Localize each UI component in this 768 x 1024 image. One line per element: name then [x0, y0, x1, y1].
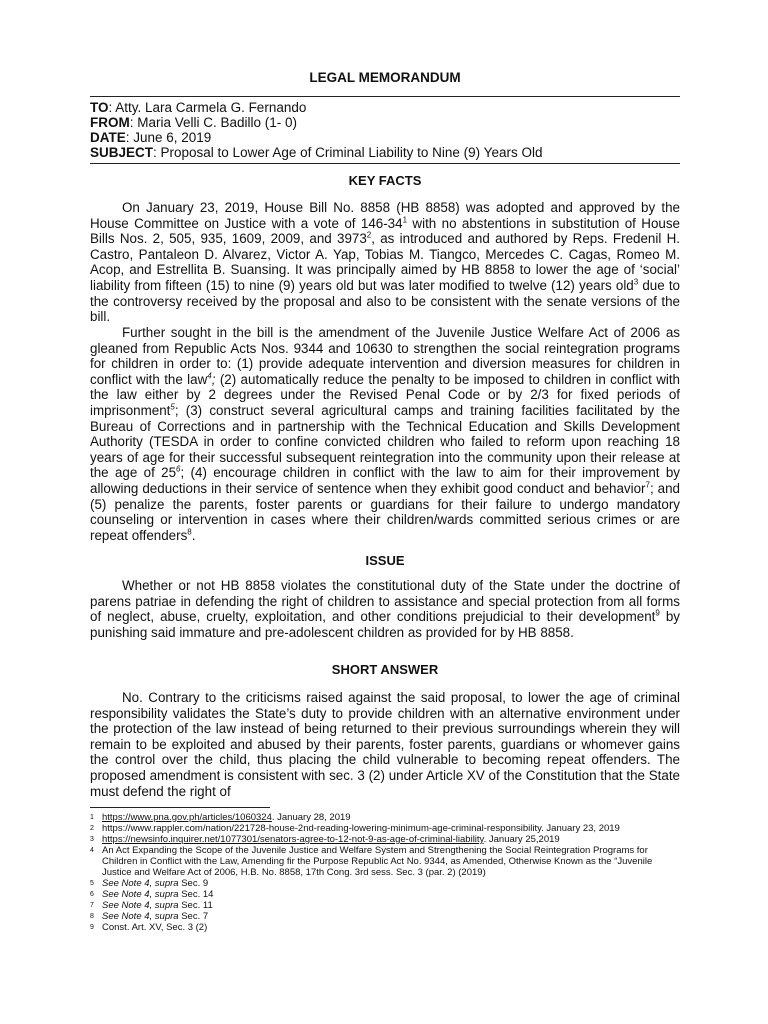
footnote-4: 4 An Act Expanding the Scope of the Juvenile Justice and Welfare System and Strengthening the Social Reintegration Programs for Children in Conflict with the Law, Amending fir the Purpose Republic Act No. 9344, as Amended, Otherwise Known as the “Juvenile Justice and Welfare Act of 2006, H.B. No. 8858, 17th Cong. 3rd sess. Sec. 3 (par. 2) (2019): [90, 845, 653, 878]
memo-header: [90, 100, 680, 160]
footnote-3-link[interactable]: https://newsinfo.inquirer.net/1077301/senators-agree-to-12-not-9-as-age-of-criminal-liability: [102, 834, 484, 845]
footnote-separator: [90, 807, 270, 808]
footnote-9: 9 Const. Art. XV, Sec. 3 (2): [90, 922, 208, 933]
memo-title: LEGAL MEMORANDUM: [309, 70, 461, 85]
footnote-8: 8 See Note 4, supra Sec. 7: [90, 911, 209, 922]
subject-line: SUBJECT: Proposal to Lower Age of Criminal Liability to Nine (9) Years Old: [90, 145, 543, 160]
issue-paragraph: Whether or not HB 8858 violates the constitutional duty of the State under the doctrine of parens patriae in defending the right of children to assistance and special protection from all forms of neglect, abuse, cruelty, exploitation, and other conditions prejudicial to their development$^9$ by punishing said immature and pre-adolescent children as provided for by HB 8858.: [90, 578, 680, 640]
date-line: DATE: June 6, 2019: [90, 130, 212, 145]
short-answer-heading: SHORT ANSWER: [331, 662, 439, 677]
short-answer-paragraph: No. Contrary to the criticisms raised against the said proposal, to lower the age of criminal responsibility validates the State’s duty to provide children with an alternative environment under the protection of the law instead of being returned to their previous surroundings wherein they will remain to be exploited and abused by their parents, foster parents, guardians or whomever gains the control over the child, thus placing the child vulnerable to becoming repeat offenders. The proposed amendment is consistent with sec. 3 (2) under Article XV of the Constitution that the State must defend the right of: [90, 690, 680, 799]
footnote-2: 2 https://www.rappler.com/nation/221728-house-2nd-reading-lowering-minimum-age-criminal-responsibility. January 23, 2019: [90, 823, 620, 834]
footnotes: [90, 812, 680, 933]
header-top-rule: [90, 96, 680, 97]
footnote-7: 7 See Note 4, supra Sec. 11: [90, 900, 213, 911]
issue-heading: ISSUE: [365, 553, 405, 568]
from-line: FROM: Maria Velli C. Badillo (1- 0): [90, 115, 298, 130]
header-bottom-rule: [90, 163, 680, 164]
footnote-3: 3 https://newsinfo.inquirer.net/1077301/senators-agree-to-12-not-9-as-age-of-criminal-liability. January 25,2019: [90, 834, 560, 845]
footnote-6: 6 See Note 4, supra Sec. 14: [90, 889, 214, 900]
key-facts-paragraph-2: Further sought in the bill is the amendment of the Juvenile Justice Welfare Act of 2006 as gleaned from Republic Acts Nos. 9344 and 10630 to strengthen the social reintegration programs for children in order to: (1) provide adequate intervention and diversion measures for children in conflict with the law$^4$; (2) automatically reduce the penalty to be imposed to children in conflict with the law either by 2 degrees under the Revised Penal Code or by 2/3 for fixed periods of imprisonment$^5$; (3) construct several agricultural camps and training facilities facilitated by the Bureau of Corrections and in partnership with the Technical Education and Skills Development Authority (TESDA in order to confine convicted children who failed to reform upon reaching 18 years of age for their successful subsequent reintegration into the community upon their release at the age of $25^6$; (4) encourage children in conflict with the law to aim for their improvement by allowing deductions in their service of sentence when they exhibit good conduct and behavior$^7$; and (5) penalize the parents, foster parents or guardians for their failure to undergo mandatory counseling or intervention in cases where their children/wards committed serious crimes or are repeat offenders$^8$.: [90, 325, 681, 543]
footnote-5: 5 See Note 4, supra Sec. 9: [90, 878, 209, 889]
footnote-1: 1 https://www.pna.gov.ph/articles/1060324. January 28, 2019: [90, 812, 351, 823]
key-facts-paragraph-1: On January 23, 2019, House Bill No. 8858 (HB 8858) was adopted and approved by the House Committee on Justice with a vote of $146-34^1$ with no abstentions in substitution of House Bills Nos. 2, 505, 935, 1609, 2009, and 3973$^2$, as introduced and authored by Reps. Fredenil H. Castro, Pantaleon D. Alvarez, Victor A. Yap, Tobias M. Tiangco, Mercedes C. Cagas, Romeo M. Acop, and Estrellita B. Suansing. It was principally aimed by HB 8858 to lower the age of ‘social’ liability from fifteen (15) to nine (9) years old but was later modified to twelve (12) years old$^3$ due to the controversy received by the proposal and also to be consistent with the senate versions of the bill.: [90, 200, 681, 325]
to-line: TO: Atty. Lara Carmela G. Fernando: [90, 100, 307, 115]
footnote-1-link[interactable]: https://www.pna.gov.ph/articles/1060324: [102, 812, 272, 823]
key-facts-heading: KEY FACTS: [348, 173, 422, 188]
